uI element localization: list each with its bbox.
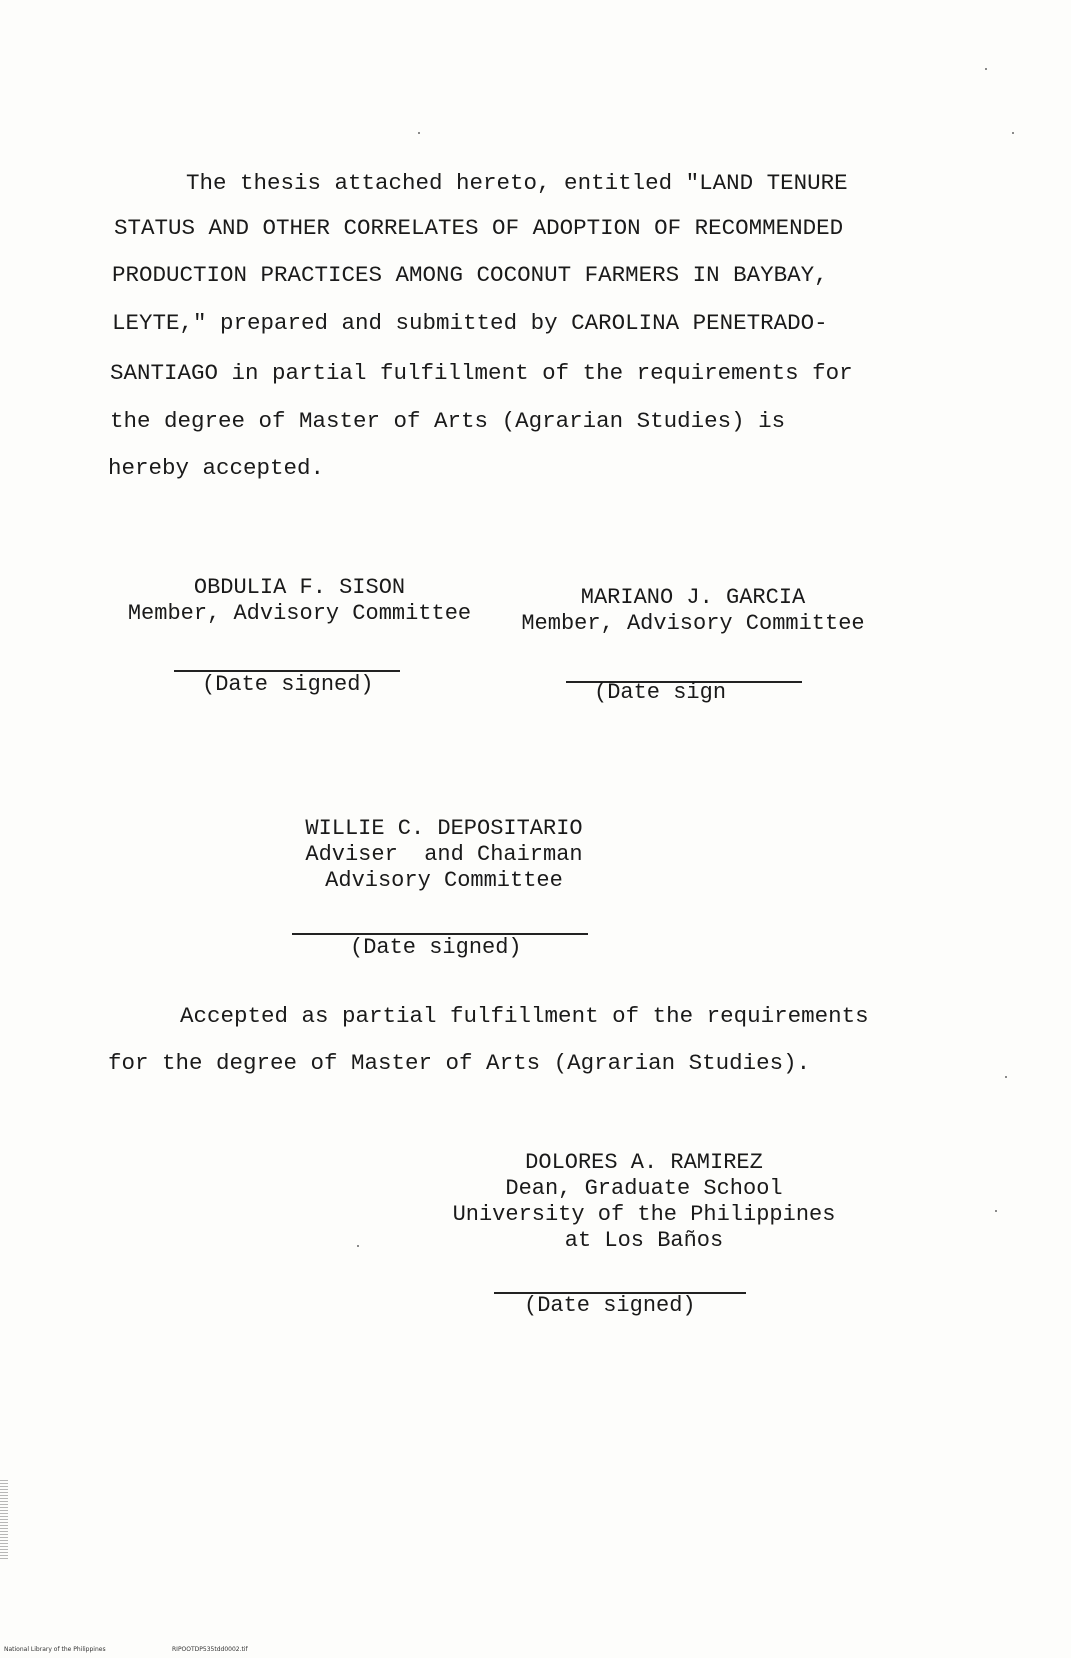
statement-line-2: STATUS AND OTHER CORRELATES OF ADOPTION OF RECOMMENDED xyxy=(114,215,844,241)
signatory-sison xyxy=(112,575,487,627)
acceptance-line-2: for the degree of Master of Arts (Agrarian Studies). xyxy=(108,1050,811,1076)
date-signed-sison: (Date signed) xyxy=(202,672,374,697)
statement-line-3: PRODUCTION PRACTICES AMONG COCONUT FARMERS IN BAYBAY, xyxy=(112,262,828,288)
date-signed-depositario: (Date signed) xyxy=(350,935,522,960)
signatory-role: Member, Advisory Committee xyxy=(521,611,865,636)
signatory-role-line-1: Adviser and Chairman xyxy=(305,842,583,867)
signatory-garcia xyxy=(508,585,878,637)
signatory-name: WILLIE C. DEPOSITARIO xyxy=(305,816,583,841)
statement-line-4: LEYTE," prepared and submitted by CAROLINA PENETRADO- xyxy=(112,310,828,336)
scan-speck xyxy=(418,132,420,134)
statement-line-7: hereby accepted. xyxy=(108,455,325,481)
scan-speck xyxy=(1012,132,1014,134)
statement-line-5: SANTIAGO in partial fulfillment of the requirements for xyxy=(110,360,853,386)
statement-line-1: The thesis attached hereto, entitled "LAND TENURE xyxy=(186,170,848,196)
signatory-depositario xyxy=(284,816,604,894)
scan-speck xyxy=(1005,1076,1007,1078)
signatory-ramirez xyxy=(430,1150,858,1254)
signatory-role: Member, Advisory Committee xyxy=(127,601,472,626)
date-signed-garcia: (Date sign xyxy=(594,680,727,705)
signatory-role-line-1: Dean, Graduate School xyxy=(505,1176,783,1201)
signatory-role-line-2: Advisory Committee xyxy=(325,868,563,893)
date-signed-ramirez: (Date signed) xyxy=(524,1293,696,1318)
signatory-role-line-3: at Los Baños xyxy=(564,1228,724,1253)
acceptance-line-1: Accepted as partial fulfillment of the requirements xyxy=(180,1003,869,1029)
signatory-name: OBDULIA F. SISON xyxy=(193,575,406,600)
signatory-role-line-2: University of the Philippines xyxy=(452,1202,836,1227)
statement-line-6: the degree of Master of Arts (Agrarian Studies) is xyxy=(110,408,786,434)
scan-edge-artifact xyxy=(0,1480,8,1560)
signatory-name: DOLORES A. RAMIREZ xyxy=(525,1150,763,1175)
scan-speck xyxy=(985,68,987,70)
footer-file-ref: RIPOOTDP535tdd0002.tif xyxy=(172,1646,248,1653)
footer-library: National Library of the Philippines xyxy=(4,1646,106,1653)
scan-speck xyxy=(357,1245,359,1247)
scan-speck xyxy=(995,1210,997,1212)
signatory-name: MARIANO J. GARCIA xyxy=(580,585,806,610)
